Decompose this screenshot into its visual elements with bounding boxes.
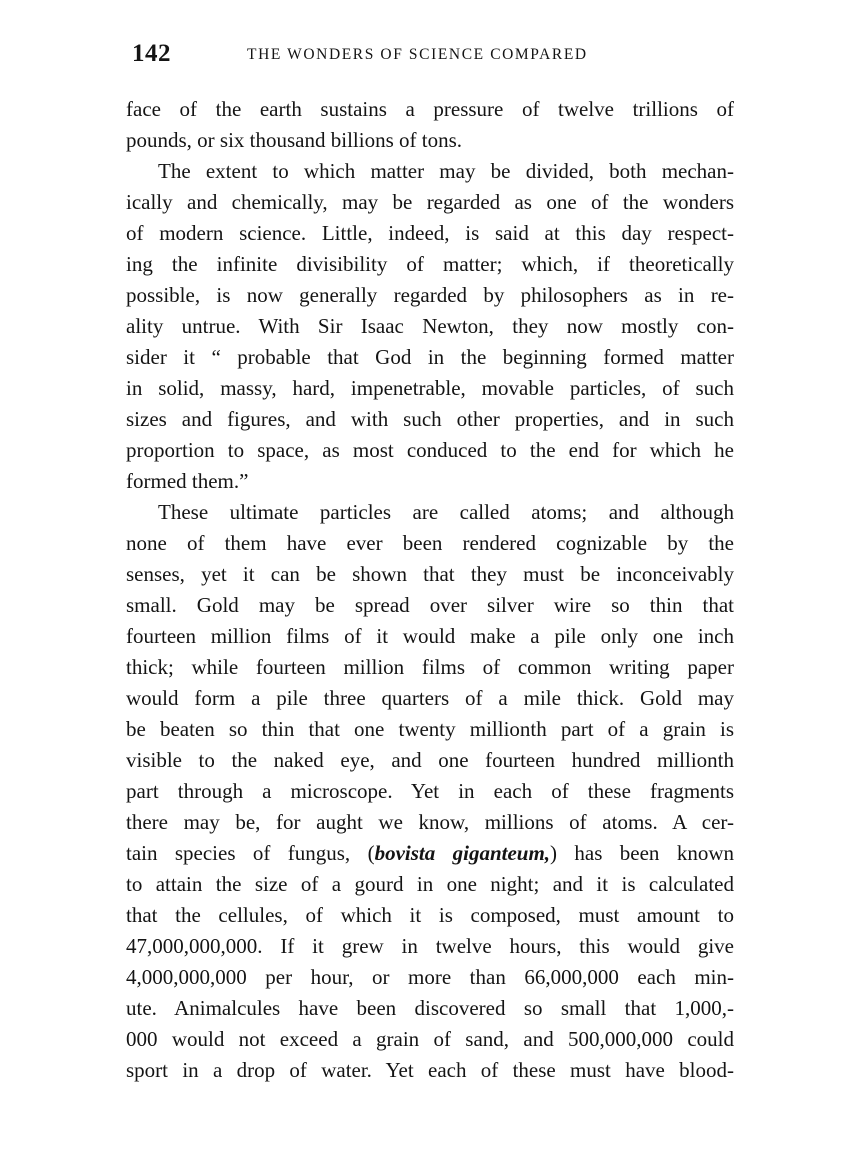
text-line: part through a microscope. Yet in each of these fragments bbox=[126, 779, 734, 803]
text-line: of modern science. Little, indeed, is said at this day respect- bbox=[126, 221, 734, 245]
text-line: ute. Animalcules have been discovered so small that 1,000,- bbox=[126, 996, 734, 1020]
text-line: ing the infinite divisibility of matter; which, if theoretically bbox=[126, 252, 734, 276]
text-segment: ) has been known bbox=[550, 841, 734, 865]
text-line: small. Gold may be spread over silver wire so thin that bbox=[126, 593, 734, 617]
text-line: thick; while fourteen million films of common writing paper bbox=[126, 655, 734, 679]
text-line: 000 would not exceed a grain of sand, and 500,000,000 could bbox=[126, 1027, 734, 1051]
paragraph-2 bbox=[126, 156, 734, 497]
text-line: ically and chemically, may be regarded as one of the wonders bbox=[126, 190, 734, 214]
text-line: be beaten so thin that one twenty millionth part of a grain is bbox=[126, 717, 734, 741]
text-line: in solid, massy, hard, impenetrable, movable particles, of such bbox=[126, 376, 734, 400]
text-line: These ultimate particles are called atoms; and although bbox=[158, 500, 734, 524]
page-header bbox=[132, 40, 732, 74]
text-line: face of the earth sustains a pressure of twelve trillions of bbox=[126, 97, 734, 121]
text-line: none of them have ever been rendered cognizable by the bbox=[126, 531, 734, 555]
text-line: ality untrue. With Sir Isaac Newton, they now mostly con- bbox=[126, 314, 734, 338]
text-line: 47,000,000,000. If it grew in twelve hours, this would give bbox=[126, 934, 734, 958]
text-line: 4,000,000,000 per hour, or more than 66,000,000 each min- bbox=[126, 965, 734, 989]
text-line: would form a pile three quarters of a mile thick. Gold may bbox=[126, 686, 734, 710]
species-name: bovista giganteum, bbox=[374, 841, 551, 865]
text-segment: tain species of fungus, ( bbox=[126, 841, 375, 865]
page-body bbox=[126, 94, 734, 1086]
text-line: to attain the size of a gourd in one night; and it is calculated bbox=[126, 872, 734, 896]
paragraph-3 bbox=[126, 497, 734, 1086]
text-line: sizes and figures, and with such other properties, and in such bbox=[126, 407, 734, 431]
text-line: formed them.” bbox=[126, 469, 249, 493]
text-line: that the cellules, of which it is composed, must amount to bbox=[126, 903, 734, 927]
page-number: 142 bbox=[132, 40, 171, 67]
paragraph-1 bbox=[126, 94, 734, 156]
text-line: possible, is now generally regarded by philosophers as in re- bbox=[126, 283, 734, 307]
text-line: The extent to which matter may be divided, both mechan- bbox=[158, 159, 734, 183]
text-line: sport in a drop of water. Yet each of these must have blood- bbox=[126, 1058, 734, 1082]
text-line: sider it “ probable that God in the beginning formed matter bbox=[126, 345, 734, 369]
text-line: visible to the naked eye, and one fourteen hundred millionth bbox=[126, 748, 734, 772]
text-line: pounds, or six thousand billions of tons. bbox=[126, 128, 463, 152]
text-line: fourteen million films of it would make a pile only one inch bbox=[126, 624, 734, 648]
text-line: there may be, for aught we know, millions of atoms. A cer- bbox=[126, 810, 734, 834]
text-line: proportion to space, as most conduced to the end for which he bbox=[126, 438, 734, 462]
text-line: senses, yet it can be shown that they must be inconceivably bbox=[126, 562, 734, 586]
text-line-with-italic bbox=[126, 838, 734, 869]
running-title: THE WONDERS OF SCIENCE COMPARED bbox=[247, 46, 588, 63]
